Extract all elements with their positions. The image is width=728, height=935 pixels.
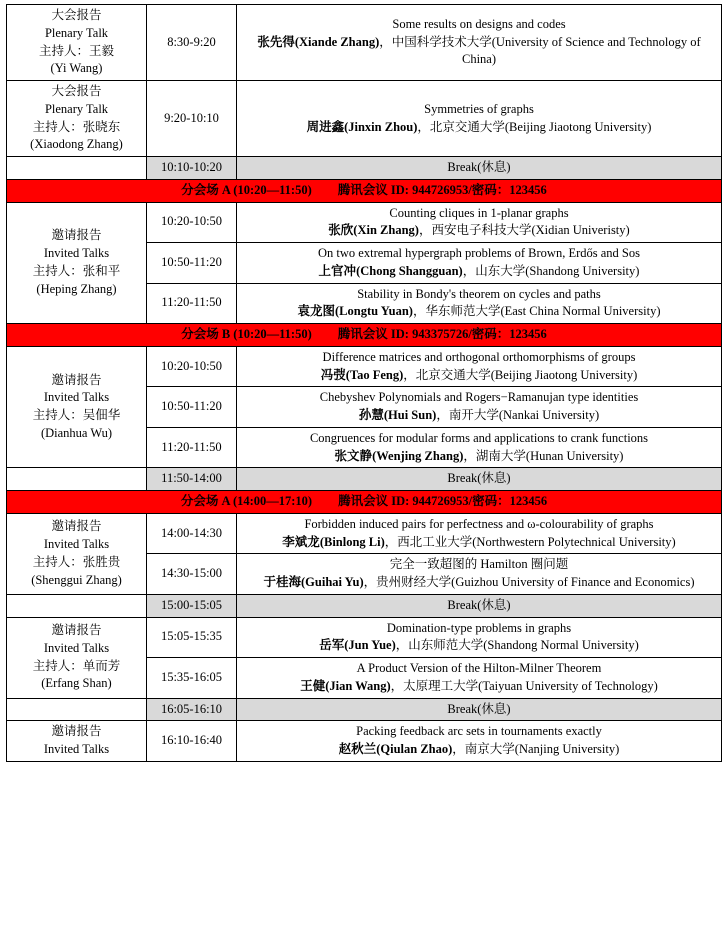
speaker-line bbox=[240, 303, 718, 321]
talk-title: Counting cliques in 1-planar graphs bbox=[389, 205, 569, 220]
time-cell: 11:20-11:50 bbox=[147, 427, 237, 468]
time-cell: 10:50-11:20 bbox=[147, 243, 237, 284]
venue-header-cell bbox=[7, 491, 722, 514]
speaker-name-en: (Hui Sun) bbox=[383, 408, 437, 422]
break-spacer-cell bbox=[7, 698, 147, 721]
session-line: 大会报告 bbox=[51, 84, 102, 98]
break-label-cell: Break(休息) bbox=[237, 468, 722, 491]
session-line: 邀请报告 bbox=[51, 724, 102, 739]
session-cell bbox=[7, 721, 147, 762]
time-cell: 11:20-11:50 bbox=[147, 283, 237, 324]
talk-row bbox=[7, 617, 722, 658]
speaker-name-en: (Jun Yue) bbox=[344, 638, 396, 653]
speaker-name-en: (Xiande Zhang) bbox=[294, 34, 380, 49]
speaker-affiliation: ，湖南大学(Hunan University) bbox=[463, 448, 624, 463]
talk-detail-cell bbox=[237, 617, 722, 658]
speaker-name-cn: 李斌龙 bbox=[282, 534, 320, 549]
talk-title: Some results on designs and codes bbox=[392, 16, 566, 31]
talk-detail-cell bbox=[237, 81, 722, 157]
talk-title: Symmetries of graphs bbox=[424, 101, 534, 116]
time-cell: 14:00-14:30 bbox=[147, 513, 237, 554]
break-label-cell: Break(休息) bbox=[237, 157, 722, 180]
speaker-line bbox=[240, 407, 718, 425]
time-cell: 15:35-16:05 bbox=[147, 658, 237, 699]
speaker-affiliation: ，北京交通大学(Beijing Jiaotong University) bbox=[403, 367, 638, 382]
session-line: 邀请报告 bbox=[51, 228, 102, 243]
schedule-table-body bbox=[7, 5, 722, 762]
venue-header-row bbox=[7, 324, 722, 347]
time-cell: 10:20-10:50 bbox=[147, 346, 237, 387]
session-line: 主持人：张晓东 bbox=[32, 119, 121, 134]
talk-title: Stability in Bondy's theorem on cycles and paths bbox=[357, 286, 601, 301]
talk-title: A Product Version of the Hilton-Milner Theorem bbox=[356, 661, 602, 675]
speaker-line bbox=[240, 637, 718, 655]
speaker-line bbox=[240, 367, 718, 385]
session-line: (Xiaodong Zhang) bbox=[30, 137, 123, 152]
talk-title: Domination-type problems in graphs bbox=[386, 620, 572, 635]
speaker-name-en: (Jinxin Zhou) bbox=[344, 119, 418, 134]
speaker-affiliation: ，南开大学(Nankai University) bbox=[436, 408, 600, 422]
talk-title: Chebyshev Polynomials and Rogers−Ramanujan type identities bbox=[319, 390, 639, 405]
session-line: 主持人：张胜贵 bbox=[32, 554, 121, 569]
session-cell bbox=[7, 346, 147, 468]
session-line: 邀请报告 bbox=[51, 519, 102, 534]
break-time-cell: 10:10-10:20 bbox=[147, 157, 237, 180]
speaker-line bbox=[240, 448, 718, 466]
session-cell bbox=[7, 617, 147, 698]
talk-row bbox=[7, 202, 722, 243]
speaker-name-en: (Tao Feng) bbox=[345, 367, 404, 382]
talk-detail-cell bbox=[237, 243, 722, 284]
break-time-cell: 11:50-14:00 bbox=[147, 468, 237, 491]
venue-header-row bbox=[7, 179, 722, 202]
speaker-line bbox=[240, 119, 718, 137]
session-line: 大会报告 bbox=[51, 8, 102, 22]
speaker-name-en: (Chong Shangguan) bbox=[356, 263, 463, 278]
venue-name: 分会场 A (10:20—11:50) bbox=[181, 182, 312, 197]
speaker-name-cn: 周进鑫 bbox=[306, 119, 345, 134]
session-line: (Yi Wang) bbox=[50, 61, 103, 76]
speaker-line bbox=[240, 741, 718, 759]
session-cell bbox=[7, 81, 147, 157]
venue-header-cell bbox=[7, 179, 722, 202]
time-cell: 16:10-16:40 bbox=[147, 721, 237, 762]
session-line: Plenary Talk bbox=[44, 101, 109, 116]
speaker-affiliation: ，南京大学(Nanjing University) bbox=[452, 742, 620, 756]
speaker-name-cn: 于桂海 bbox=[263, 575, 302, 589]
session-line: 邀请报告 bbox=[51, 623, 102, 637]
venue-meeting-id: 腾讯会议 ID: 943375726/密码：123456 bbox=[337, 327, 547, 341]
venue-name: 分会场 B (10:20—11:50) bbox=[181, 327, 312, 341]
talk-detail-cell bbox=[237, 554, 722, 595]
break-label-cell: Break(休息) bbox=[237, 594, 722, 617]
session-line: (Heping Zhang) bbox=[36, 281, 117, 296]
speaker-name-en: (Wenjing Zhang) bbox=[372, 448, 464, 463]
talk-title: Packing feedback arc sets in tournaments exactly bbox=[356, 724, 602, 739]
speaker-name-en: (Longtu Yuan) bbox=[335, 304, 413, 319]
talk-row bbox=[7, 81, 722, 157]
session-line: 主持人：张和平 bbox=[32, 263, 121, 278]
break-row bbox=[7, 468, 722, 491]
speaker-line bbox=[240, 263, 718, 281]
session-line: (Dianhua Wu) bbox=[40, 425, 113, 440]
session-cell bbox=[7, 513, 147, 594]
speaker-name-cn: 孙慧 bbox=[358, 408, 384, 422]
talk-row bbox=[7, 513, 722, 554]
talk-row bbox=[7, 346, 722, 387]
session-line: (Erfang Shan) bbox=[41, 676, 112, 691]
speaker-name-en: (Qiulan Zhao) bbox=[376, 742, 453, 756]
session-cell bbox=[7, 5, 147, 81]
time-cell: 15:05-15:35 bbox=[147, 617, 237, 658]
session-line: 主持人：吴佃华 bbox=[32, 408, 121, 422]
speaker-name-cn: 张文静 bbox=[334, 448, 373, 463]
speaker-affiliation: ，西北工业大学(Northwestern Polytechnical University) bbox=[384, 534, 676, 549]
speaker-name-en: (Jian Wang) bbox=[325, 678, 391, 693]
venue-header-row bbox=[7, 491, 722, 514]
talk-detail-cell bbox=[237, 427, 722, 468]
time-cell: 9:20-10:10 bbox=[147, 81, 237, 157]
talk-detail-cell bbox=[237, 721, 722, 762]
session-line: Invited Talks bbox=[43, 246, 110, 260]
venue-meeting-id: 腾讯会议 ID: 944726953/密码：123456 bbox=[337, 182, 547, 197]
speaker-affiliation: ，山东大学(Shandong University) bbox=[462, 263, 640, 278]
time-cell: 10:20-10:50 bbox=[147, 202, 237, 243]
speaker-name-cn: 赵秋兰 bbox=[338, 742, 377, 756]
speaker-name-cn: 张先得 bbox=[257, 34, 295, 49]
speaker-line bbox=[240, 222, 718, 240]
venue-name: 分会场 A (14:00—17:10) bbox=[180, 494, 313, 508]
session-cell bbox=[7, 202, 147, 324]
speaker-affiliation: ，华东师范大学(East China Normal University) bbox=[412, 304, 661, 319]
break-time-cell: 16:05-16:10 bbox=[147, 698, 237, 721]
talk-detail-cell bbox=[237, 202, 722, 243]
talk-detail-cell bbox=[237, 513, 722, 554]
session-line: Plenary Talk bbox=[44, 25, 109, 40]
talk-title: Forbidden induced pairs for perfectness and ω-colourability of graphs bbox=[304, 516, 654, 531]
talk-detail-cell bbox=[237, 283, 722, 324]
speaker-name-en: (Binlong Li) bbox=[319, 534, 385, 549]
conference-schedule-table bbox=[6, 4, 722, 762]
session-line: 邀请报告 bbox=[51, 372, 102, 387]
speaker-line bbox=[240, 34, 718, 70]
talk-title: Difference matrices and orthogonal orthomorphisms of groups bbox=[322, 349, 636, 364]
speaker-name-cn: 上官冲 bbox=[318, 263, 357, 278]
session-line: 主持人：单而芳 bbox=[32, 658, 121, 673]
break-spacer-cell bbox=[7, 468, 147, 491]
session-line: Invited Talks bbox=[43, 742, 110, 756]
talk-detail-cell bbox=[237, 5, 722, 81]
talk-title: On two extremal hypergraph problems of Brown, Erdős and Sos bbox=[318, 246, 640, 260]
session-line: Invited Talks bbox=[43, 640, 110, 655]
speaker-affiliation: ，太原理工大学(Taiyuan University of Technology) bbox=[390, 678, 658, 693]
session-line: 主持人：王毅 bbox=[38, 43, 114, 58]
talk-title: Congruences for modular forms and applications to crank functions bbox=[309, 430, 649, 445]
speaker-name-en: (Xin Zhang) bbox=[353, 223, 419, 238]
break-label-cell: Break(休息) bbox=[237, 698, 722, 721]
speaker-name-cn: 岳军 bbox=[319, 638, 345, 653]
session-line: (Shenggui Zhang) bbox=[31, 572, 122, 587]
speaker-name-cn: 袁龙图 bbox=[297, 304, 336, 319]
speaker-line bbox=[240, 574, 718, 592]
session-line: Invited Talks bbox=[43, 390, 110, 405]
talk-detail-cell bbox=[237, 658, 722, 699]
speaker-name-cn: 张欣 bbox=[328, 223, 354, 238]
speaker-affiliation: ，北京交通大学(Beijing Jiaotong University) bbox=[417, 119, 652, 134]
speaker-line bbox=[240, 678, 718, 696]
break-row bbox=[7, 698, 722, 721]
talk-title: 完全一致超图的 Hamilton 圈问题 bbox=[389, 557, 569, 572]
time-cell: 14:30-15:00 bbox=[147, 554, 237, 595]
break-time-cell: 15:00-15:05 bbox=[147, 594, 237, 617]
speaker-affiliation: ，贵州财经大学(Guizhou University of Finance and Economics) bbox=[363, 575, 695, 589]
speaker-name-en: (Guihai Yu) bbox=[301, 575, 364, 589]
venue-meeting-id: 腾讯会议 ID: 944726953/密码：123456 bbox=[338, 494, 548, 508]
break-row bbox=[7, 157, 722, 180]
talk-row bbox=[7, 5, 722, 81]
time-cell: 8:30-9:20 bbox=[147, 5, 237, 81]
talk-detail-cell bbox=[237, 387, 722, 428]
speaker-name-cn: 冯弢 bbox=[320, 367, 346, 382]
break-spacer-cell bbox=[7, 157, 147, 180]
venue-header-cell bbox=[7, 324, 722, 347]
speaker-affiliation: ，西安电子科技大学(Xidian Univeristy) bbox=[418, 223, 630, 238]
talk-detail-cell bbox=[237, 346, 722, 387]
speaker-line bbox=[240, 534, 718, 552]
break-spacer-cell bbox=[7, 594, 147, 617]
speaker-name-cn: 王健 bbox=[300, 678, 326, 693]
time-cell: 10:50-11:20 bbox=[147, 387, 237, 428]
break-row bbox=[7, 594, 722, 617]
speaker-affiliation: ，中国科学技术大学(University of Science and Technology of China) bbox=[379, 34, 701, 67]
session-line: Invited Talks bbox=[43, 537, 110, 551]
speaker-affiliation: ，山东师范大学(Shandong Normal University) bbox=[395, 638, 639, 653]
talk-row bbox=[7, 721, 722, 762]
